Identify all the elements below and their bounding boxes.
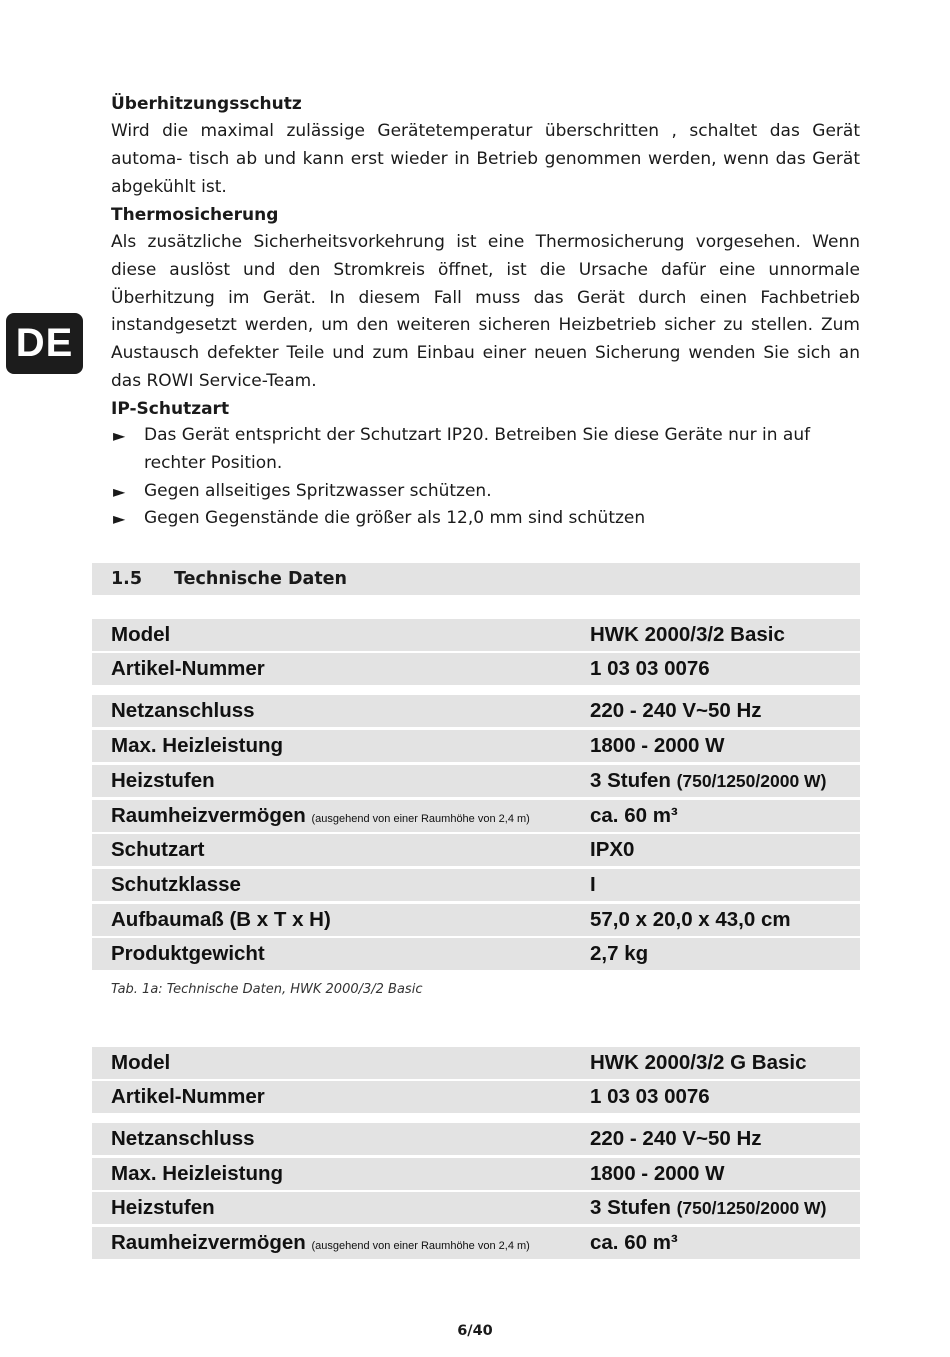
table-row (92, 730, 860, 762)
language-tab-de: DE (6, 313, 83, 374)
spec-label (111, 1227, 530, 1262)
table-row (92, 834, 860, 866)
spec-label: Max. Heizleistung (111, 1162, 284, 1185)
list-item (111, 478, 860, 506)
spec-label: Artikel-Nummer (111, 657, 265, 680)
overheat-paragraph: Wird die maximal zulässige Gerätetemperatur überschritten , schaltet das Gerät automa- tisch ab und kann erst wieder in Betrieb genommen werden, wenn das Gerät abgekühlt ist. (111, 121, 860, 197)
thermal-fuse-heading: Thermosicherung (111, 205, 279, 225)
table-row (92, 653, 860, 685)
triangle-bullet-icon: ► (113, 426, 126, 445)
spec-value: 220 - 240 V~50 Hz (590, 1127, 762, 1150)
spec-label-main: Raumheizvermögen (111, 804, 306, 827)
thermal-fuse-paragraph: Als zusätzliche Sicherheitsvorkehrung ist eine Thermosicherung vorgesehen. Wenn diese auslöst und den Stromkreis öffnet, ist die Ursache dafür eine unnormale Überhitzung im Gerät. In diesem Fall muss das Gerät durch einen Fachbetrieb instandgesetzt werden, um den weiteren sicheren Heizbetrieb sicher zu stellen. Zum Austausch defekter Teile und zum Einbau einer neuen Sicherung wenden Sie sich an das ROWI Service-Team. (111, 232, 860, 391)
overheat-heading: Überhitzungsschutz (111, 94, 302, 114)
spec-value: 57,0 x 20,0 x 43,0 cm (590, 908, 791, 931)
spec-label: Model (111, 623, 171, 646)
table-row (92, 1047, 860, 1079)
spec-label: Model (111, 1051, 171, 1074)
ip-rating-heading: IP-Schutzart (111, 399, 230, 419)
spec-label-main: Raumheizvermögen (111, 1231, 306, 1254)
list-item-text: Gegen Gegenstände die größer als 12,0 mm sind schützen (144, 508, 646, 529)
table-row (92, 695, 860, 727)
table-row (92, 869, 860, 901)
spec-label: Heizstufen (111, 1196, 215, 1219)
spec-label: Netzanschluss (111, 699, 255, 722)
table-row (92, 1192, 860, 1224)
spec-value (590, 765, 826, 797)
spec-value (590, 1192, 826, 1224)
list-item (111, 422, 860, 478)
spec-label: Produktgewicht (111, 942, 265, 965)
spec-value: IPX0 (590, 838, 635, 861)
spec-label: Max. Heizleistung (111, 734, 284, 757)
spec-value-note: (750/1250/2000 W) (676, 1198, 827, 1218)
spec-label: Aufbaumaß (B x T x H) (111, 908, 331, 931)
spec-value: HWK 2000/3/2 Basic (590, 623, 785, 646)
spec-value: 1800 - 2000 W (590, 1162, 725, 1185)
table-row (92, 904, 860, 936)
spec-label: Artikel-Nummer (111, 1085, 265, 1108)
list-item (111, 505, 860, 533)
spec-label: Heizstufen (111, 769, 215, 792)
triangle-bullet-icon: ► (113, 481, 126, 501)
spec-value: HWK 2000/3/2 G Basic (590, 1051, 807, 1074)
spec-value-note: (750/1250/2000 W) (676, 771, 827, 791)
ip-rating-list (111, 422, 860, 533)
table-row (92, 938, 860, 970)
table-row (92, 619, 860, 651)
table-row (92, 1158, 860, 1190)
spec-value: 1800 - 2000 W (590, 734, 725, 757)
spec-value: 2,7 kg (590, 942, 649, 965)
section-number: 1.5 (111, 569, 143, 589)
page-number: 6/40 (457, 1323, 493, 1339)
spec-label: Schutzart (111, 838, 205, 861)
spec-value: ca. 60 m³ (590, 804, 678, 827)
spec-label (111, 800, 530, 835)
list-item-text: Gegen allseitiges Spritzwasser schützen. (144, 480, 492, 501)
spec-label-note: (ausgehend von einer Raumhöhe von 2,4 m) (311, 813, 530, 825)
spec-value: ca. 60 m³ (590, 1231, 678, 1254)
table-row (92, 1123, 860, 1155)
section-header (92, 563, 860, 595)
spec-label: Netzanschluss (111, 1127, 255, 1150)
spec-value: 220 - 240 V~50 Hz (590, 699, 762, 722)
list-item-text: Das Gerät entspricht der Schutzart IP20. Betreiben Sie diese Geräte nur in auf rechter Position. (144, 425, 811, 473)
triangle-bullet-icon: ► (113, 509, 126, 529)
section-title: Technische Daten (174, 569, 348, 589)
spec-value: 1 03 03 0076 (590, 657, 710, 680)
table-row (92, 1081, 860, 1113)
spec-value: 1 03 03 0076 (590, 1085, 710, 1108)
spec-value-main: 3 Stufen (590, 1196, 671, 1219)
spec-label: Schutzklasse (111, 873, 241, 896)
table-row (92, 765, 860, 797)
table-row (92, 1227, 860, 1259)
spec-label-note: (ausgehend von einer Raumhöhe von 2,4 m) (311, 1240, 530, 1252)
spec-value-main: 3 Stufen (590, 769, 671, 792)
table-caption: Tab. 1a: Technische Daten, HWK 2000/3/2 Basic (111, 982, 423, 997)
spec-value: I (590, 873, 596, 896)
table-row (92, 800, 860, 832)
